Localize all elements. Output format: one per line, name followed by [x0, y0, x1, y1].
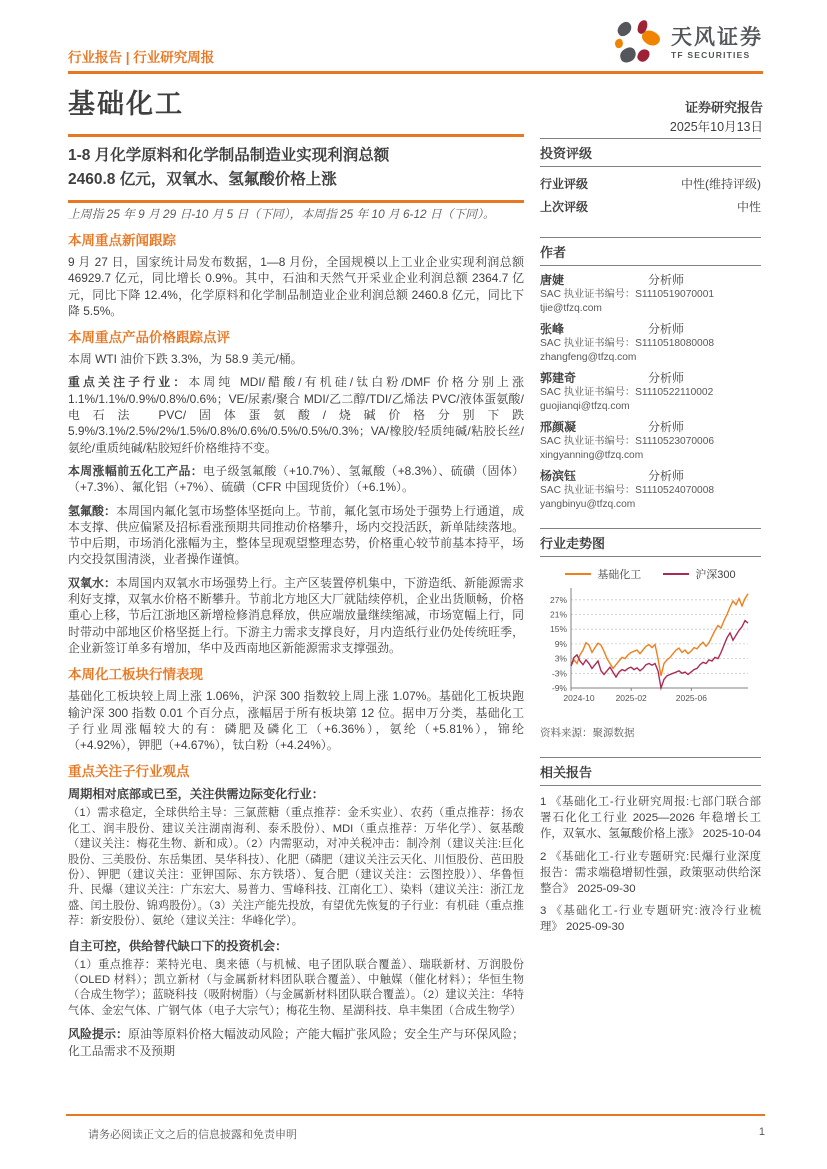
footer-disclaimer: 请务必阅读正文之后的信息披露和免责申明 [88, 1129, 297, 1141]
tf-logo-mark [615, 20, 663, 66]
author-name: 唐婕 [540, 273, 565, 287]
author-name-row [540, 273, 761, 288]
author-email[interactable]: xingyanning@tfzq.com [540, 449, 644, 461]
authors-title: 作者 [540, 238, 761, 266]
body-paragraph: 重点关注子行业：本周纯 MDI/醋酸/有机硅/钛白粉/DMF 价格分别上涨 1.1%/1.1%/0.9%/0.8%/0.6%；VE/尿素/聚合 MDI/乙二醇/TDI/乙烯法 PVC/液体蛋氨酸/电石法 PVC/固体蛋氨酸/烧碱价格分别下跌 5.9%/3.1%/2.5%/2%/1.5%/0.8%/0.6%/0.5%/0.5%/0.3%；VA/橡胶/轻质纯碱/粘胶长丝/氨纶/重质纯碱/粘胶短纤价格维持不变。 [68, 375, 524, 455]
chart-title: 行业走势图 [540, 529, 761, 557]
logo-petal [618, 46, 638, 64]
rating-rows [540, 167, 761, 220]
author-role: 分析师 [648, 420, 685, 434]
paragraph-lead: 重点关注子行业： [68, 375, 189, 390]
sub-heading: 周期相对底部或已至，关注供需边际变化行业： [68, 787, 324, 802]
author-sac-number: SAC 执业证书编号：S1110522110002 [540, 387, 714, 398]
svg-text:-3%: -3% [551, 668, 567, 679]
author-email[interactable]: zhangfeng@tfzq.com [540, 351, 637, 363]
trend-chart-svg [540, 584, 754, 714]
author-sac-number: SAC 执业证书编号：S1110523070006 [540, 436, 715, 447]
body-paragraph: 9 月 27 日，国家统计局发布数据，1—8 月份，全国规模以上工业企业实现利润总额 46929.7 亿元，同比增长 0.9%。其中，石油和天然气开采业企业利润总额 2364.7 亿元，同比下降 12.4%，化学原料和化学制品制造业企业利润总额 2460.8 亿元，同比下降 5.5%。 [68, 255, 524, 318]
authors-section [540, 237, 761, 511]
body-paragraph: （1）重点推荐：莱特光电、奥来德（与机械、电子团队联合覆盖）、瑞联新材、万润股份（OLED 材料）；凯立新材（与金属新材料团队联合覆盖）、中触媒（催化材料）；华恒生物（合成生物学）；蓝晓科技（吸附树脂）（与金属新材料团队联合覆盖）。（2）建议关注：华特气体、金宏气体、广钢气体（电子大宗气）；梅花生物、星湖科技、阜丰集团（合成生物学） [68, 958, 524, 1017]
headline-line-2: 2460.8 亿元，双氧水、氢氟酸价格上涨 [68, 171, 337, 188]
series-line-1 [571, 621, 748, 688]
body-paragraph: 双氧水：本周国内双氧水市场强势上行。主产区装置停机集中，下游造纸、新能源需求利好支撑，双氧水价格不断攀升。节前北方地区大厂就陆续停机，企业出货顺畅，价格重心上移，节后江浙地区新增检修消息释放，供应端放量继续缩减，市场宽幅上行，同时带动中部地区价格坚挺上行。下游主力需求支撑良好，月内造纸行业仍处传统旺季，企业新签订单多有增加，华中及西南地区新能源需求支撑强劲。 [68, 575, 524, 655]
author-entry [540, 420, 761, 462]
rating-value: 中性(维持评级) [681, 177, 761, 191]
report-headline [68, 134, 524, 203]
page-number: 1 [758, 1126, 765, 1138]
paragraph-lead: 风险提示： [68, 1027, 129, 1042]
rating-row [540, 195, 761, 218]
author-entry [540, 371, 761, 413]
logo-petal [615, 20, 634, 38]
brand-text [671, 26, 763, 60]
industry-trend-section [540, 528, 761, 740]
author-role: 分析师 [648, 273, 685, 287]
authors-list [540, 273, 761, 511]
section-heading: 本周重点新闻跟踪 [68, 233, 176, 248]
rating-value: 中性 [736, 200, 761, 214]
author-email[interactable]: yangbinyu@tfzq.com [540, 498, 636, 510]
author-name-row [540, 322, 761, 337]
industry-title: 基础化工 [68, 89, 184, 119]
report-type-label: 行业报告 | 行业研究周报 [68, 50, 215, 65]
related-report-link[interactable]: 1 《基础化工-行业研究周报:七部门联合部署石化化工行业 2025—2026 年稳增长工作，双氧水、氢氟酸价格上涨》 2025-10-04 [540, 796, 761, 841]
author-name-row [540, 469, 761, 484]
report-label: 证券研究报告 [684, 100, 763, 115]
paragraph-lead: 本周涨幅前五化工产品： [68, 463, 204, 478]
rating-label: 上次评级 [540, 200, 589, 214]
author-name: 邢颜凝 [540, 420, 577, 434]
author-name-row [540, 371, 761, 386]
related-reports-list [540, 786, 761, 936]
chart-source: 资料来源：聚源数据 [540, 727, 635, 739]
author-email[interactable]: guojianqi@tfzq.com [540, 400, 630, 412]
section-heading: 本周重点产品价格跟踪点评 [68, 330, 230, 346]
brand-name-en: TF SECURITIES [671, 50, 751, 60]
footer-divider [66, 1114, 765, 1116]
related-report-link[interactable]: 3 《基础化工-行业专题研究:液冷行业梳理》 2025-09-30 [540, 905, 761, 934]
legend-label: 基础化工 [597, 569, 642, 581]
author-sac-number: SAC 执业证书编号：S1110524070008 [540, 485, 715, 496]
author-sac-number: SAC 执业证书编号：S1110518080008 [540, 338, 715, 349]
paragraph-lead: 氢氟酸： [68, 503, 117, 518]
svg-text:9%: 9% [554, 638, 567, 649]
logo-petal [636, 47, 651, 63]
rating-title: 投资评级 [540, 139, 761, 167]
related-report-link[interactable]: 2 《基础化工-行业专题研究:民爆行业深度报告：需求端稳增韧性强，政策驱动供给深整合》 2025-09-30 [540, 850, 761, 896]
related-reports-section [540, 757, 761, 936]
author-entry [540, 469, 761, 511]
body-paragraph: 氢氟酸：本周国内氟化氢市场整体坚挺向上。节前，氟化氢市场处于强势上行通道，成本支撑、供应偏紧及招标看涨预期共同推动价格攀升，场内交投活跃，新单陆续落地。节中后期，市场消化涨幅为主，整体呈现观望整理态势，价格重心较节前基本持平，场内交投氛围清淡，业者操作谨慎。 [68, 503, 524, 567]
svg-text:2025-06: 2025-06 [675, 693, 707, 703]
tf-securities-logo [615, 20, 763, 66]
svg-text:-9%: -9% [551, 683, 567, 693]
svg-text:21%: 21% [549, 609, 567, 620]
body-paragraph: 本周 WTI 油价下跌 3.3%，为 58.9 美元/桶。 [68, 352, 303, 367]
chart-legend [540, 566, 761, 582]
author-sac-number: SAC 执业证书编号：S1110519070001 [540, 289, 715, 300]
report-date: 2025年10月13日 [669, 120, 763, 134]
rating-section [540, 138, 761, 220]
svg-text:3%: 3% [554, 653, 567, 664]
rating-row [540, 172, 761, 195]
author-name-row [540, 420, 761, 435]
svg-text:2025-02: 2025-02 [615, 693, 647, 703]
legend-item [565, 566, 641, 582]
body-paragraph: 基础化工板块较上周上涨 1.06%，沪深 300 指数较上周上涨 1.07%。基础化工板块跑输沪深 300 指数 0.01 个百分点，涨幅居于所有板块第 12 位。据申万分类，基础化工子行业周涨幅较大的有：磷肥及磷化工（+6.36%），氨纶（+5.81%），锦纶（+4.92%），钾肥（+4.67%），钛白粉（+4.24%）。 [68, 689, 524, 753]
author-name: 杨滨钰 [540, 469, 577, 483]
series-line-0 [571, 594, 748, 676]
logo-petal [614, 38, 624, 49]
report-sidebar [540, 138, 761, 942]
author-role: 分析师 [648, 469, 685, 483]
svg-text:2024-10: 2024-10 [563, 693, 595, 703]
body-paragraph: 本周涨幅前五化工产品：电子级氢氟酸（+10.7%）、氢氟酸（+8.3%）、硫磺（固体）（+7.3%）、氟化铝（+7%）、硫磺（CFR 中国现货价）（+6.1%）。 [68, 463, 524, 495]
brand-name-cn: 天风证券 [671, 26, 763, 49]
body-paragraph: 风险提示：原油等原料价格大幅波动风险；产能大幅扩张风险；安全生产与环保风险；化工品需求不及预期 [68, 1027, 524, 1058]
rating-label: 行业评级 [540, 177, 589, 191]
legend-swatch-maroon [663, 573, 689, 575]
header-divider [68, 71, 763, 74]
author-role: 分析师 [648, 322, 685, 336]
report-body [68, 205, 524, 1066]
section-heading: 本周化工板块行情表现 [68, 667, 203, 683]
legend-item [663, 566, 735, 582]
author-role: 分析师 [648, 371, 685, 385]
paragraph-lead: 双氧水： [68, 575, 117, 590]
legend-swatch-orange [565, 573, 591, 575]
legend-label: 沪深300 [695, 569, 736, 581]
trend-line-chart [540, 584, 761, 719]
author-name: 郭建奇 [540, 371, 577, 385]
author-entry [540, 322, 761, 364]
page-footer [88, 1126, 765, 1142]
author-email[interactable]: tjie@tfzq.com [540, 302, 602, 314]
author-name: 张峰 [540, 322, 565, 336]
report-scope-note: 上周指 25 年 9 月 29 日-10 月 5 日（下同），本周指 25 年 10 月 6-12 日（下同）。 [68, 207, 495, 221]
body-paragraph: （1）需求稳定，全球供给主导：三氯蔗糖（重点推荐：金禾实业）、农药（重点推荐：扬农化工、润丰股份、建议关注湖南海利、泰禾股份）、MDI（重点推荐：万华化学）、氨基酸（建议关注：梅花生物、新和成）。（2）内需驱动，对冲关税冲击：制冷剂（建议关注:巨化股份、三美股份、东岳集团、昊华科技）、化肥（磷肥（建议关注云天化、川恒股份、芭田股份）、钾肥（建议关注：亚钾国际、东方铁塔）、复合肥（建议关注：云图控股））、华鲁恒升、民爆（建议关注：广东宏大、易普力、雪峰科技、江南化工）、染料（建议关注：浙江龙盛、闰土股份、锦鸡股份）。（3）关注产能先投放，有望优先恢复的子行业：有机硅（重点推荐：新安股份）、氨纶（建议关注：华峰化学）。 [68, 807, 524, 928]
svg-text:27%: 27% [549, 594, 567, 605]
related-reports-title: 相关报告 [540, 758, 761, 786]
svg-text:15%: 15% [549, 624, 567, 635]
sub-heading: 自主可控，供给替代缺口下的投资机会： [68, 938, 288, 953]
headline-line-1: 1-8 月化学原料和化学制品制造业实现利润总额 [68, 147, 390, 164]
author-entry [540, 273, 761, 315]
section-heading: 重点关注子行业观点 [68, 764, 190, 780]
